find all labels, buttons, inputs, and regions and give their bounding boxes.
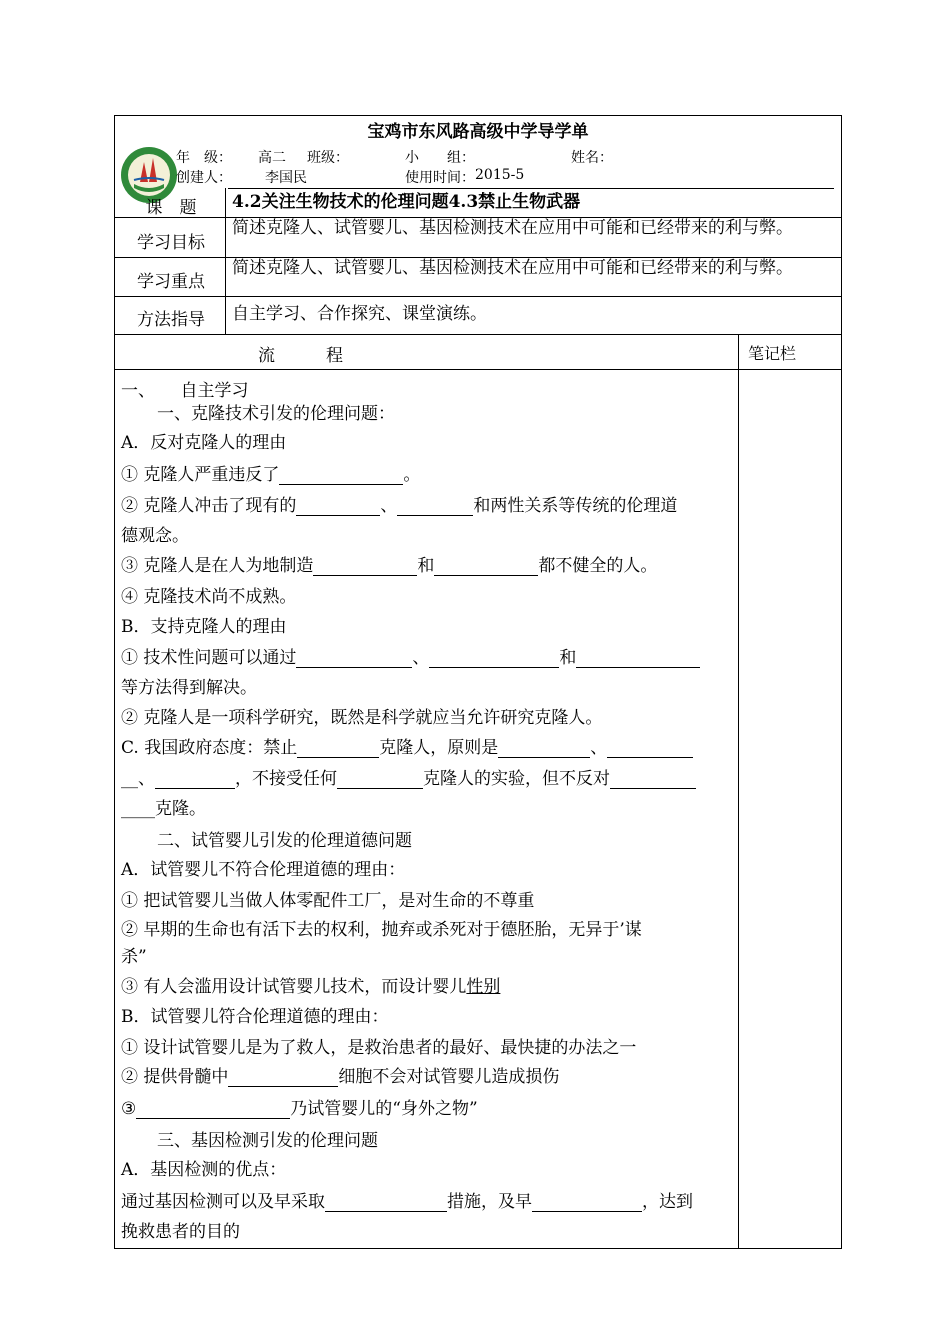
ivf-for-1: ① 设计试管婴儿是为了救人，是救治患者的最好、最快捷的办法之一 bbox=[121, 1038, 637, 1058]
text: ① 克隆人严重违反了 bbox=[121, 465, 280, 485]
gene-testing-1 bbox=[121, 1187, 693, 1212]
fill-blank[interactable] bbox=[296, 498, 380, 516]
group-label: 小 组： bbox=[405, 150, 475, 166]
fill-blank[interactable] bbox=[297, 740, 379, 758]
cloning-against-2-cont: 德观念。 bbox=[121, 526, 189, 546]
government-stance-cont bbox=[121, 764, 696, 789]
text: 克隆人的实验，但不反对 bbox=[423, 769, 610, 789]
school-title: 宝鸡市东风路高级中学导学单 bbox=[367, 122, 589, 142]
fill-blank[interactable] bbox=[155, 771, 235, 789]
section-gene-testing: 三、基因检测引发的伦理问题 bbox=[157, 1131, 378, 1151]
ivf-against-title: A．试管婴儿不符合伦理道德的理由： bbox=[121, 860, 406, 880]
cloning-against-2 bbox=[121, 491, 677, 516]
objective-label: 学习目标 bbox=[137, 233, 205, 253]
row-rule bbox=[114, 296, 842, 297]
text: 和 bbox=[417, 556, 435, 576]
text: ____ bbox=[121, 799, 155, 819]
fill-blank[interactable] bbox=[610, 771, 696, 789]
ivf-against-2-cont: 杀” bbox=[121, 947, 147, 967]
fill-blank[interactable] bbox=[279, 467, 403, 485]
fill-blank[interactable] bbox=[576, 650, 700, 668]
cloning-against-3 bbox=[121, 551, 657, 576]
text: 措施，及早 bbox=[447, 1192, 532, 1212]
ivf-for-title: B．试管婴儿符合伦理道德的理由： bbox=[121, 1007, 389, 1027]
ivf-against-2: ② 早期的生命也有活下去的权利，抛弃或杀死对于德胚胎，无异于’谋 bbox=[121, 920, 642, 940]
date-value: 2015-5 bbox=[475, 167, 525, 183]
fill-blank[interactable] bbox=[337, 771, 423, 789]
grade-value: 高二 bbox=[258, 150, 286, 166]
text: __、 bbox=[121, 769, 155, 789]
fill-blank[interactable] bbox=[313, 558, 417, 576]
cloning-for-1 bbox=[121, 643, 700, 668]
underlined-text: 性别 bbox=[466, 977, 501, 997]
text: C. 我国政府态度：禁止 bbox=[121, 738, 298, 758]
text: 克隆人，原则是 bbox=[379, 738, 499, 758]
ivf-for-2 bbox=[121, 1062, 559, 1087]
fill-blank[interactable] bbox=[532, 1194, 642, 1212]
text: ③ 有人会滥用设计试管婴儿技术，而设计婴儿 bbox=[121, 977, 467, 997]
row-rule bbox=[114, 334, 842, 335]
text: 通过基因检测可以及早采取 bbox=[121, 1192, 325, 1212]
text: 、 bbox=[412, 648, 430, 668]
government-stance bbox=[121, 733, 693, 758]
ivf-against-3 bbox=[121, 972, 500, 997]
cloning-against-1 bbox=[121, 460, 420, 485]
method-label: 方法指导 bbox=[137, 310, 205, 330]
key-point-content: 简述克隆人、试管婴儿、基因检测技术在应用中可能和已经带来的利与弊。 bbox=[232, 258, 793, 278]
row-rule bbox=[114, 369, 842, 370]
cloning-for-title: B．支持克隆人的理由 bbox=[121, 617, 287, 637]
topic-content: 4.2关注生物技术的伦理问题4.3禁止生物武器 bbox=[232, 192, 581, 212]
fill-blank[interactable] bbox=[136, 1101, 290, 1119]
text: 细胞不会对试管婴儿造成损伤 bbox=[338, 1067, 560, 1087]
key-point-label: 学习重点 bbox=[137, 272, 205, 292]
cloning-for-2: ② 克隆人是一项科学研究，既然是科学就应当允许研究克隆人。 bbox=[121, 708, 603, 728]
text: 、 bbox=[590, 738, 608, 758]
grade-label: 年 级： bbox=[176, 150, 232, 166]
fill-blank[interactable] bbox=[498, 740, 590, 758]
text: 克隆。 bbox=[155, 799, 206, 819]
text: ② 提供骨髓中 bbox=[121, 1067, 229, 1087]
fill-blank[interactable] bbox=[607, 740, 693, 758]
text: 、 bbox=[380, 496, 398, 516]
text: ① 技术性问题可以通过 bbox=[121, 648, 297, 668]
text: 和两性关系等传统的伦理道 bbox=[473, 496, 678, 516]
text: ，达到 bbox=[642, 1192, 693, 1212]
fill-blank[interactable] bbox=[397, 498, 473, 516]
text: ② 克隆人冲击了现有的 bbox=[121, 496, 297, 516]
section-cloning: 一、克隆技术引发的伦理问题： bbox=[157, 404, 395, 424]
government-stance-end bbox=[121, 794, 206, 819]
column-rule bbox=[738, 334, 739, 1249]
text: 和 bbox=[559, 648, 577, 668]
text: ③ 克隆人是在人为地制造 bbox=[121, 556, 314, 576]
process-header: 流 程 bbox=[258, 346, 343, 366]
text: ③ bbox=[121, 1099, 137, 1119]
text: 。 bbox=[403, 465, 421, 485]
text: ，不接受任何 bbox=[235, 769, 337, 789]
class-label: 班级： bbox=[307, 150, 349, 166]
text: 乃试管婴儿的“身外之物” bbox=[290, 1099, 478, 1119]
notes-header: 笔记栏 bbox=[748, 344, 797, 363]
text: 都不健全的人。 bbox=[538, 556, 658, 576]
section-self-study: 一、 自主学习 bbox=[121, 381, 249, 401]
fill-blank[interactable] bbox=[296, 650, 412, 668]
cloning-against-4: ④ 克隆技术尚不成熟。 bbox=[121, 587, 297, 607]
fill-blank[interactable] bbox=[325, 1194, 447, 1212]
cloning-against-title: A．反对克隆人的理由 bbox=[121, 433, 287, 453]
gene-testing-title: A．基因检测的优点： bbox=[121, 1160, 287, 1180]
cloning-for-1-cont: 等方法得到解决。 bbox=[121, 678, 257, 698]
objective-content: 简述克隆人、试管婴儿、基因检测技术在应用中可能和已经带来的利与弊。 bbox=[232, 218, 793, 238]
creator-value: 李国民 bbox=[265, 170, 307, 186]
header-rule bbox=[228, 188, 834, 189]
section-ivf: 二、试管婴儿引发的伦理道德问题 bbox=[157, 831, 412, 851]
fill-blank[interactable] bbox=[228, 1069, 338, 1087]
method-content: 自主学习、合作探究、课堂演练。 bbox=[232, 304, 487, 324]
ivf-for-3 bbox=[121, 1094, 478, 1119]
name-label: 姓名： bbox=[571, 150, 613, 166]
creator-label: 创建人： bbox=[176, 170, 232, 186]
topic-label: 课 题 bbox=[145, 198, 197, 218]
ivf-against-1: ① 把试管婴儿当做人体零配件工厂，是对生命的不尊重 bbox=[121, 891, 535, 911]
fill-blank[interactable] bbox=[434, 558, 538, 576]
fill-blank[interactable] bbox=[429, 650, 559, 668]
gene-testing-1-cont: 挽救患者的目的 bbox=[121, 1222, 240, 1242]
date-label: 使用时间： bbox=[405, 170, 475, 186]
